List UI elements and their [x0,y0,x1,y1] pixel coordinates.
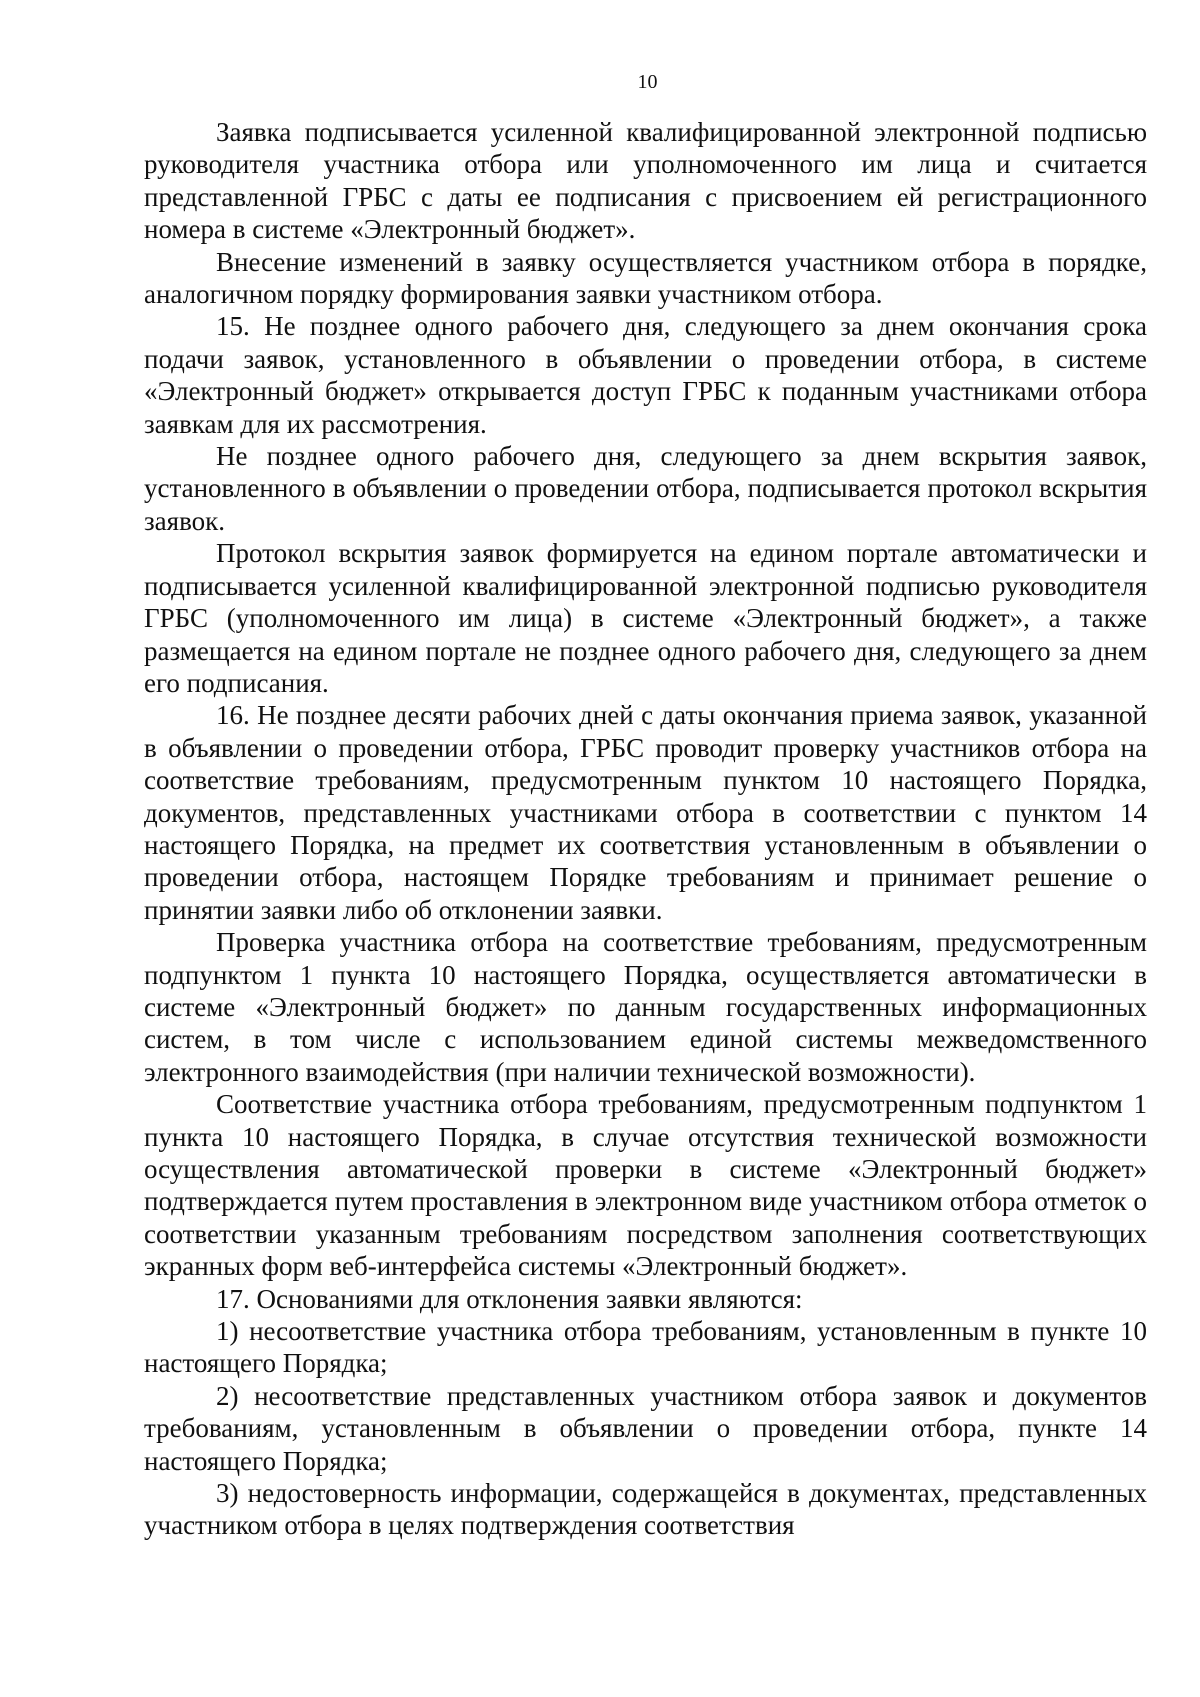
paragraph-manual-confirmation: Соответствие участника отбора требованиям, предусмотренным подпунктом 1 пункта 10 настоящего Порядка, в случае отсутствия технической возможности осуществления автоматической проверки в системе «Электронный бюджет» подтверждается путем проставления в электронном виде участником отбора отметок о соответствии указанным требованиям посредством заполнения соответствующих экранных форм веб-интерфейса системы «Электронный бюджет». [144,1089,1147,1282]
paragraph-opening-protocol-portal: Протокол вскрытия заявок формируется на едином портале автоматически и подписывается усиленной квалифицированной электронной подписью руководителя ГРБС (уполномоченного им лица) в системе «Электронный бюджет», а также размещается на едином портале не позднее одного рабочего дня, следующего за днем его подписания. [144,538,1147,698]
list-item-1: 1) несоответствие участника отбора требованиям, установленным в пункте 10 настоящего Порядка; [144,1316,1147,1379]
list-item-2: 2) несоответствие представленных участником отбора заявок и документов требованиям, установленным в объявлении о проведении отбора, пункте 14 настоящего Порядка; [144,1380,1147,1476]
paragraph-application-signing: Заявка подписывается усиленной квалифицированной электронной подписью руководителя участника отбора или уполномоченного им лица и считается представленной ГРБС с даты ее подписания с присвоением ей регистрационного номера в системе «Электронный бюджет». [144,117,1147,245]
paragraph-application-changes: Внесение изменений в заявку осуществляется участником отбора в порядке, аналогичном порядку формирования заявки участником отбора. [144,246,1147,310]
paragraph-item-15: 15. Не позднее одного рабочего дня, следующего за днем окончания срока подачи заявок, установленного в объявлении о проведении отбора, в системе «Электронный бюджет» открывается доступ ГРБС к поданным участниками отбора заявкам для их рассмотрения. [144,311,1147,439]
paragraph-item-17: 17. Основаниями для отклонения заявки являются: [216,1283,803,1314]
list-item-3: 3) недостоверность информации, содержащейся в документах, представленных участником отбора в целях подтверждения соответствия [144,1478,1147,1541]
document-body [144,116,1147,1542]
paragraph-item-16: 16. Не позднее десяти рабочих дней с даты окончания приема заявок, указанной в объявлении о проведении отбора, ГРБС проводит проверку участников отбора на соответствие требованиям, предусмотренным пунктом 10 настоящего Порядка, документов, представленных участниками отбора в соответствии с пунктом 14 настоящего Порядка, на предмет их соответствия установленным в объявлении о проведении отбора, настоящем Порядке требованиям и принимает решение о принятии заявки либо об отклонении заявки. [144,700,1147,925]
paragraph-automatic-check: Проверка участника отбора на соответствие требованиям, предусмотренным подпунктом 1 пункта 10 настоящего Порядка, осуществляется автоматически в системе «Электронный бюджет» по данным государственных информационных систем, в том числе с использованием единой системы межведомственного электронного взаимодействия (при наличии технической возможности). [144,927,1147,1087]
page-number: 10 [637,71,658,93]
paragraph-opening-protocol-signing: Не позднее одного рабочего дня, следующего за днем вскрытия заявок, установленного в объявлении о проведении отбора, подписывается протокол вскрытия заявок. [144,441,1147,536]
